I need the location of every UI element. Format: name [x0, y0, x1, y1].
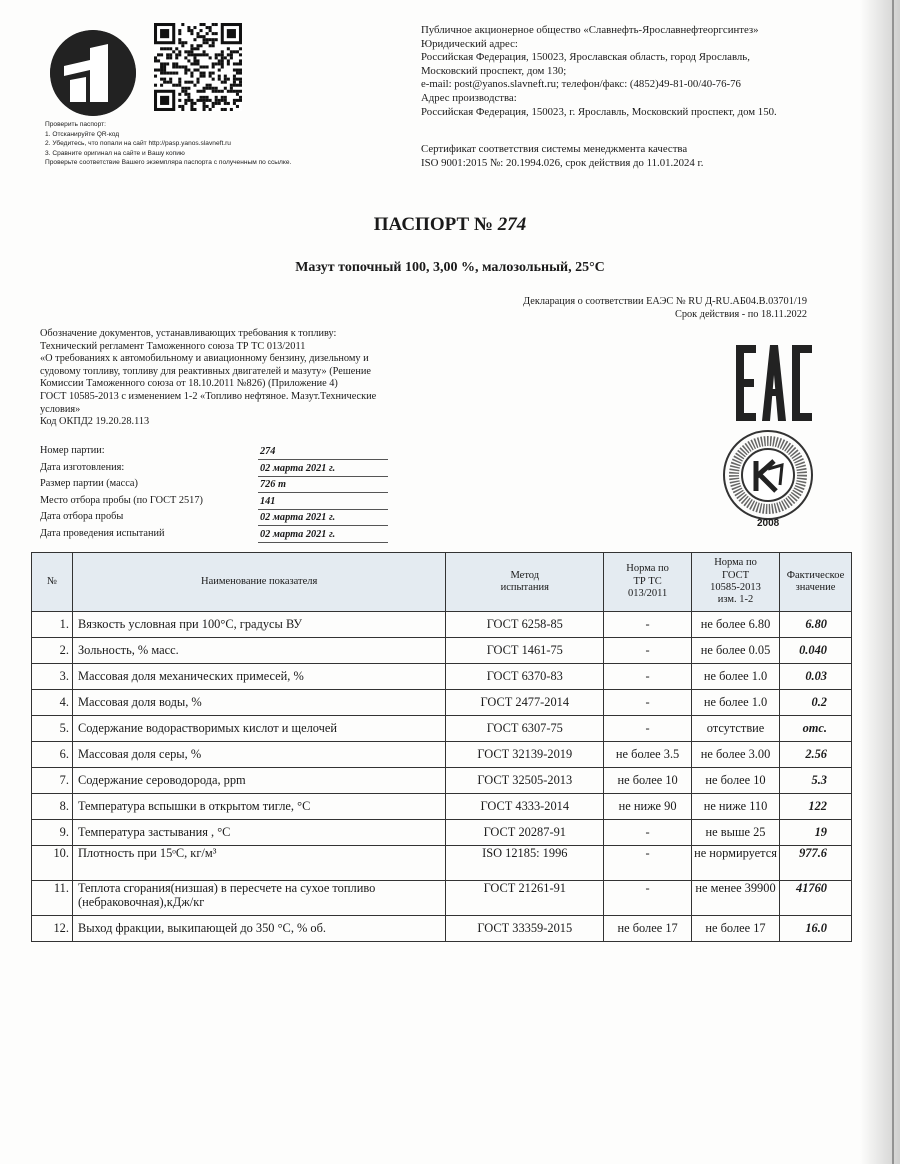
row-tr-norm: не ниже 90: [604, 794, 692, 820]
row-num: 12.: [32, 916, 73, 942]
declaration: [523, 296, 807, 321]
row-name: Содержание водорастворимых кислот и щелочей: [72, 716, 445, 742]
row-tr-norm: -: [604, 820, 692, 846]
row-tr-norm: -: [604, 846, 692, 881]
batch-value: 274: [258, 445, 388, 460]
production-address-label: Адрес производства:: [421, 91, 517, 104]
production-address: Российская Федерация, 150023, г. Ярославль, Московский проспект, дом 150.: [421, 105, 777, 118]
table-row: [32, 794, 852, 820]
header-tr-line-2: ТР ТС: [633, 575, 662, 587]
row-method: ГОСТ 32139-2019: [446, 742, 604, 768]
row-name: Зольность, % масс.: [72, 638, 445, 664]
norms-line-2: Технический регламент Таможенного союза ТР ТС 013/2011: [40, 340, 306, 352]
legal-address-1: Российская Федерация, 150023, Ярославская область, город Ярославль,: [421, 51, 750, 64]
row-actual: 977.6: [780, 846, 852, 881]
row-tr-norm: -: [604, 638, 692, 664]
row-num: 6.: [32, 742, 73, 768]
row-method: ГОСТ 1461-75: [446, 638, 604, 664]
batch-value: 141: [258, 495, 388, 510]
header-gost-line-1: Норма по: [714, 557, 757, 569]
row-num: 11.: [32, 881, 73, 916]
header-gost-norm: [692, 553, 780, 612]
legal-address-label: Юридический адрес:: [421, 37, 518, 50]
row-actual: 16.0: [780, 916, 852, 942]
row-gost-norm: не выше 25: [692, 820, 780, 846]
row-name: Вязкость условная при 100°С, градусы ВУ: [72, 612, 445, 638]
header-num: №: [32, 553, 73, 612]
row-method: ГОСТ 4333-2014: [446, 794, 604, 820]
row-method: ГОСТ 6370-83: [446, 664, 604, 690]
batch-value: 02 марта 2021 г.: [258, 528, 388, 543]
row-gost-norm: не более 10: [692, 768, 780, 794]
product-name: Мазут топочный 100, 3,00 %, малозольный, 25°С: [295, 260, 605, 275]
row-actual: 41760: [780, 881, 852, 916]
certificate-line-2: ISO 9001:2015 №: 20.1994.026, срок действия до 11.01.2024 г.: [421, 156, 704, 169]
header-tr-line-1: Норма по: [626, 563, 669, 575]
norms-line-5: Комиссии Таможенного союза от 18.10.2011 №826) (Приложение 4): [40, 378, 338, 390]
row-actual: 0.040: [780, 638, 852, 664]
row-method: ГОСТ 6307-75: [446, 716, 604, 742]
batch-label: Дата изготовления:: [40, 461, 125, 473]
row-name: Массовая доля серы, %: [72, 742, 445, 768]
row-name: Плотность при 15ᵒС, кг/м³: [72, 846, 445, 881]
qr-code-icon[interactable]: [154, 23, 242, 111]
batch-label: Дата проведения испытаний: [40, 527, 165, 539]
row-name: Содержание сероводорода, ppm: [72, 768, 445, 794]
table-row: [32, 716, 852, 742]
row-gost-norm: не более 6.80: [692, 612, 780, 638]
row-actual: 0.2: [780, 690, 852, 716]
row-method: ГОСТ 21261-91: [446, 881, 604, 916]
row-tr-norm: не более 3.5: [604, 742, 692, 768]
row-method: ГОСТ 6258-85: [446, 612, 604, 638]
declaration-validity: Срок действия - по 18.11.2022: [674, 308, 807, 320]
row-num: 10.: [32, 846, 73, 881]
row-name: Массовая доля воды, %: [72, 690, 445, 716]
header-actual-line-1: Фактическое: [786, 569, 845, 581]
row-num: 9.: [32, 820, 73, 846]
gost-certification-seal-icon: [722, 429, 814, 521]
table-row: [32, 881, 852, 916]
verify-step-1: 1. Отсканируйте QR-код: [45, 130, 120, 138]
norms-line-4: судовому топливу, топливу для реактивных двигателей и мазуту» (Решение: [40, 365, 371, 377]
verify-step-2: 2. Убедитесь, что попали на сайт http://pasp.yanos.slavneft.ru: [45, 140, 231, 148]
company-contacts: e-mail: post@yanos.slavneft.ru; телефон/факс: (4852)49-81-00/40-76-76: [421, 78, 741, 91]
row-method: ГОСТ 32505-2013: [446, 768, 604, 794]
table-row: [32, 742, 852, 768]
row-tr-norm: -: [604, 612, 692, 638]
specifications-table: [31, 552, 852, 942]
row-name: Температура вспышки в открытом тигле, °С: [72, 794, 445, 820]
company-details: [421, 24, 777, 119]
batch-label: Номер партии:: [40, 445, 105, 456]
declaration-number: Декларация о соответствии ЕАЭС № RU Д-RU.АБ04.В.03701/19: [523, 296, 807, 307]
row-tr-norm: -: [604, 716, 692, 742]
row-tr-norm: -: [604, 881, 692, 916]
batch-label: Дата отбора пробы: [40, 511, 124, 523]
row-gost-norm: не более 1.0: [692, 664, 780, 690]
eac-mark-icon: [736, 345, 812, 421]
header-method-line-2: испытания: [500, 582, 549, 593]
batch-value: 726 т: [258, 478, 388, 493]
norms-line-1: Обозначение документов, устанавливающих требования к топливу:: [40, 328, 337, 339]
row-gost-norm: не менее 39900: [692, 881, 780, 916]
row-gost-norm: не более 1.0: [692, 690, 780, 716]
legal-address-2: Московский проспект, дом 130;: [421, 64, 567, 77]
row-tr-norm: не более 10: [604, 768, 692, 794]
header-gost-line-3: 10585-2013: [710, 582, 761, 593]
verify-note: Проверьте соответствие Вашего экземпляра паспорта с полученным по ссылке.: [45, 159, 292, 167]
header-method-line-1: Метод: [510, 569, 540, 581]
header-method: [446, 553, 604, 612]
verify-step-3: 3. Сравните оригинал на сайте и Вашу копию: [45, 149, 185, 157]
table-header-row: [32, 553, 852, 612]
batch-label: Размер партии (масса): [40, 478, 138, 490]
row-gost-norm: отсутствие: [692, 716, 780, 742]
row-actual: 0.03: [780, 664, 852, 690]
row-tr-norm: -: [604, 690, 692, 716]
row-actual: 6.80: [780, 612, 852, 638]
row-actual: 122: [780, 794, 852, 820]
norms-line-8: Код ОКПД2 19.20.28.113: [40, 416, 150, 428]
seal-year: 2008: [757, 518, 780, 529]
header-tr-line-3: 013/2011: [627, 588, 668, 600]
norms-line-3: «О требованиях к автомобильному и авиационному бензину, дизельному и: [40, 353, 369, 365]
verify-instructions: [45, 120, 291, 168]
header-name: Наименование показателя: [72, 553, 445, 612]
table-row: [32, 690, 852, 716]
table-row: [32, 638, 852, 664]
company-name: Публичное акционерное общество «Славнефть-Ярославнефтеоргсинтез»: [421, 24, 759, 36]
table-row: [32, 846, 852, 881]
row-actual: 2.56: [780, 742, 852, 768]
table-row: [32, 820, 852, 846]
passport-title-text: ПАСПОРТ №: [373, 214, 493, 235]
header-gost-line-4: изм. 1-2: [717, 594, 754, 606]
header-actual-line-2: значение: [795, 582, 836, 593]
row-actual: 19: [780, 820, 852, 846]
row-method: ГОСТ 33359-2015: [446, 916, 604, 942]
row-actual: отс.: [780, 716, 852, 742]
batch-label: Место отбора пробы (по ГОСТ 2517): [40, 494, 203, 506]
batch-value: 02 марта 2021 г.: [258, 462, 388, 477]
row-num: 7.: [32, 768, 73, 794]
header-tr-norm: [604, 553, 692, 612]
row-name: Массовая доля механических примесей, %: [72, 664, 445, 690]
row-method: ГОСТ 2477-2014: [446, 690, 604, 716]
certificate-line-1: Сертификат соответствия системы менеджмента качества: [421, 143, 688, 155]
table-row: [32, 768, 852, 794]
row-gost-norm: не более 0.05: [692, 638, 780, 664]
norms-line-6: ГОСТ 10585-2013 с изменением 1-2 «Топливо нефтяное. Мазут.Технические: [40, 390, 377, 402]
row-method: ГОСТ 20287-91: [446, 820, 604, 846]
row-num: 1.: [32, 612, 73, 638]
batch-value: 02 марта 2021 г.: [258, 511, 388, 526]
normative-documents: [40, 328, 445, 429]
passport-title: [0, 214, 900, 236]
row-actual: 5.3: [780, 768, 852, 794]
row-name: Температура застывания , °С: [72, 820, 445, 846]
row-gost-norm: не более 17: [692, 916, 780, 942]
passport-number: 274: [497, 214, 527, 235]
table-row: [32, 664, 852, 690]
scan-shadow: [860, 0, 900, 1164]
row-name: Выход фракции, выкипающей до 350 °С, % об.: [72, 916, 445, 942]
row-num: 8.: [32, 794, 73, 820]
row-num: 2.: [32, 638, 73, 664]
row-num: 4.: [32, 690, 73, 716]
row-tr-norm: не более 17: [604, 916, 692, 942]
company-logo-icon: [50, 30, 136, 116]
row-gost-norm: не нормируется: [692, 846, 780, 881]
table-row: [32, 916, 852, 942]
row-gost-norm: не более 3.00: [692, 742, 780, 768]
norms-line-7: условия»: [40, 403, 81, 415]
row-num: 5.: [32, 716, 73, 742]
header-actual: [780, 553, 852, 612]
row-name: Теплота сгорания(низшая) в пересчете на сухое топливо (небраковочная),кДж/кг: [72, 881, 445, 916]
verify-title: Проверить паспорт:: [45, 121, 106, 128]
row-num: 3.: [32, 664, 73, 690]
row-method: ISO 12185: 1996: [446, 846, 604, 881]
row-tr-norm: -: [604, 664, 692, 690]
header-gost-line-2: ГОСТ: [722, 569, 749, 581]
table-row: [32, 612, 852, 638]
row-gost-norm: не ниже 110: [692, 794, 780, 820]
quality-certificate: [421, 143, 703, 170]
